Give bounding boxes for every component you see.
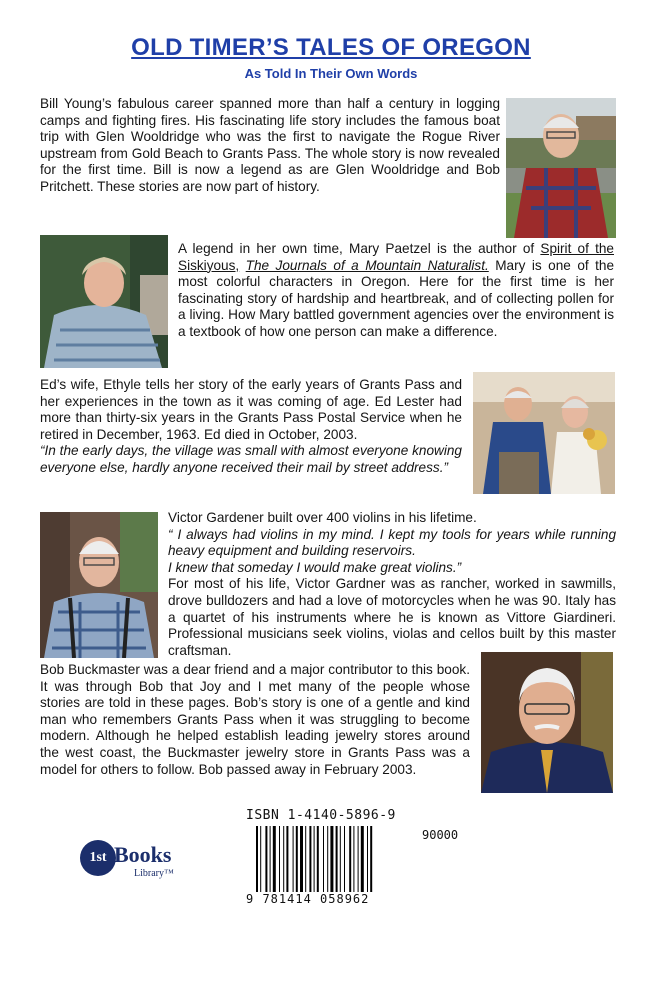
- mary-text-b: Mary is one of the most colorful characters in Oregon. Here for the first time is her fascinating story of hardship and heartbreak, and of collecting pollen for a living. How Mary battled government agencies over the environment is a textbook of how one person can make a difference.: [178, 257, 615, 339]
- mary-text-a: A legend in her own time, Mary Paetzel is the author of: [178, 241, 541, 256]
- price-code: 90000: [422, 828, 459, 842]
- victor-intro: Victor Gardener built over 400 violins in his lifetime.: [168, 510, 477, 525]
- victor-gardener-photo: [40, 512, 158, 658]
- book-subtitle: As Told In Their Own Words: [244, 66, 418, 81]
- book-title: OLD TIMER’S TALES OF OREGON: [131, 34, 531, 61]
- barcode-bars: [256, 826, 416, 892]
- logo-books-text: Books: [114, 842, 172, 867]
- victor-quote-2: I knew that someday I would make great violins.”: [168, 559, 462, 575]
- bill-young-paragraph: Bill Young’s fabulous career spanned more than half a century in logging camps and fighting fires. His fascinating life story includes the famous boat trip with Glen Wooldridge who was the first to navigate the Rogue River upstream from Gold Beach to Grants Pass. The whole story is now revealed for the first time. Bill is now a legend as are Glen Wooldridge and Bob Pritchett. These stories are now part of history.: [40, 96, 500, 194]
- logo-library-text: Library™: [134, 868, 174, 879]
- bill-young-photo: [506, 98, 616, 238]
- isbn-barcode: [246, 808, 459, 908]
- victor-quote-1: “ I always had violins in my mind. I kept my tools for years while running heavy equipment and building reservoirs.: [168, 526, 616, 559]
- bob-buckmaster-paragraph: Bob Buckmaster was a dear friend and a major contributor to this book. It was through Bob that Joy and I met many of the people whose stories are told in these pages. Bob’s story is one of a gentle and kind man who remembers Grants Pass when it was struggling to become modern. Although he helped establish leading jewelry stores around the west coast, the Buckmaster jewelry store in Grants Pass was a model for others to follow. Bob passed away in February 2003.: [40, 662, 470, 777]
- publisher-logo: [80, 838, 190, 884]
- isbn-label: ISBN 1-4140-5896-9: [246, 808, 396, 823]
- bob-buckmaster-photo: [481, 652, 613, 793]
- barcode-digits: 9 781414 058962: [246, 892, 370, 906]
- mary-book-title-b: The Journals of a Mountain Naturalist.: [245, 257, 489, 273]
- logo-circle: 1st: [80, 840, 116, 876]
- ed-text: Ed’s wife, Ethyle tells her story of the early years of Grants Pass and her experiences in the town as it was coming of age. Ed Lester had more than thirty-six years in the Grants Pass Postal Service when he retired in December, 1963. Ed died in October, 2003.: [40, 377, 462, 442]
- mary-paetzel-paragraph: [178, 241, 614, 341]
- ed-and-ethyle-photo: [473, 372, 615, 494]
- mary-paetzel-photo: [40, 235, 168, 368]
- victor-gardener-paragraph: [168, 510, 616, 659]
- ed-quote: “In the early days, the village was small with almost everyone knowing everyone else, hardly anyone received their mail by street address.”: [40, 443, 462, 475]
- mary-book-title-a: Spirit of the Siskiyous,: [178, 241, 614, 273]
- ed-lester-paragraph: [40, 377, 462, 477]
- victor-text: For most of his life, Victor Gardner was as rancher, worked in sawmills, drove bulldozers and had a love of motorcycles when he was 90. Italy has a quartet of his instruments where he is known as Vittore Giardineri. Professional musicians seek violins, violas and cellos built by this master craftsman.: [168, 576, 616, 658]
